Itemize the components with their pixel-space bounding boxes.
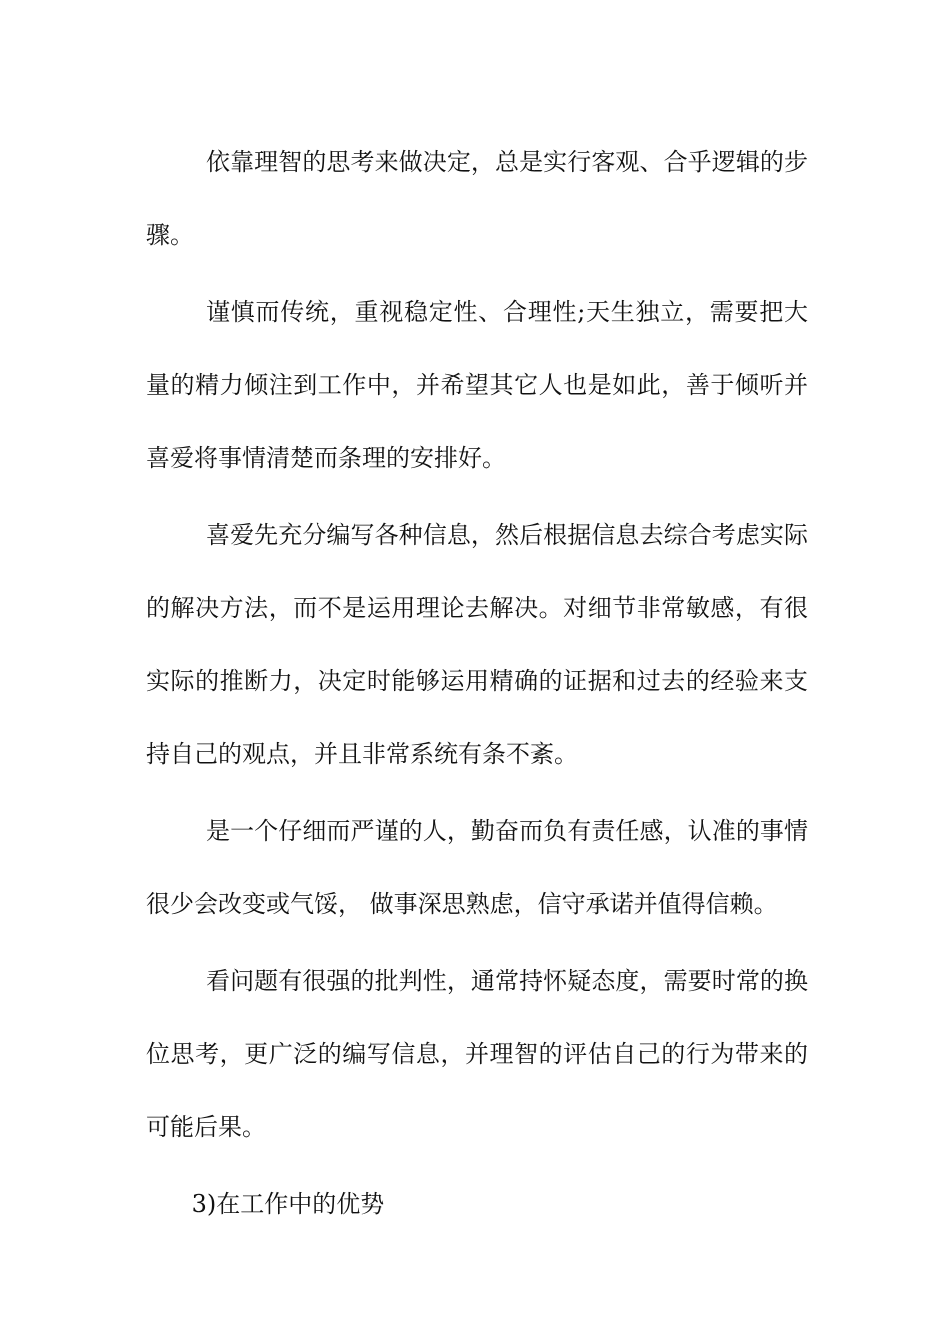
paragraph-4: 是一个仔细而严谨的人，勤奋而负有责任感，认准的事情很少会改变或气馁， 做事深思熟虑，信守承诺并值得信赖。 bbox=[146, 817, 808, 918]
paragraph-2: 谨慎而传统，重视稳定性、合理性;天生独立，需要把大量的精力倾注到工作中，并希望其它人也是如此，善于倾听并喜爱将事情清楚而条理的安排好。 bbox=[146, 298, 808, 472]
paragraph-5: 看问题有很强的批判性，通常持怀疑态度，需要时常的换位思考，更广泛的编写信息，并理智的评估自己的行为带来的可能后果。 bbox=[146, 967, 808, 1141]
section-heading: 3)在工作中的优势 bbox=[191, 1190, 385, 1218]
paragraph-3: 喜爱先充分编写各种信息，然后根据信息去综合考虑实际的解决方法，而不是运用理论去解决。对细节非常敏感，有很实际的推断力，决定时能够运用精确的证据和过去的经验来支持自己的观点，并且非常系统有条不紊。 bbox=[146, 521, 808, 768]
paragraph-1: 依靠理智的思考来做决定，总是实行客观、合乎逻辑的步骤。 bbox=[146, 148, 808, 249]
document-body bbox=[146, 126, 808, 1241]
